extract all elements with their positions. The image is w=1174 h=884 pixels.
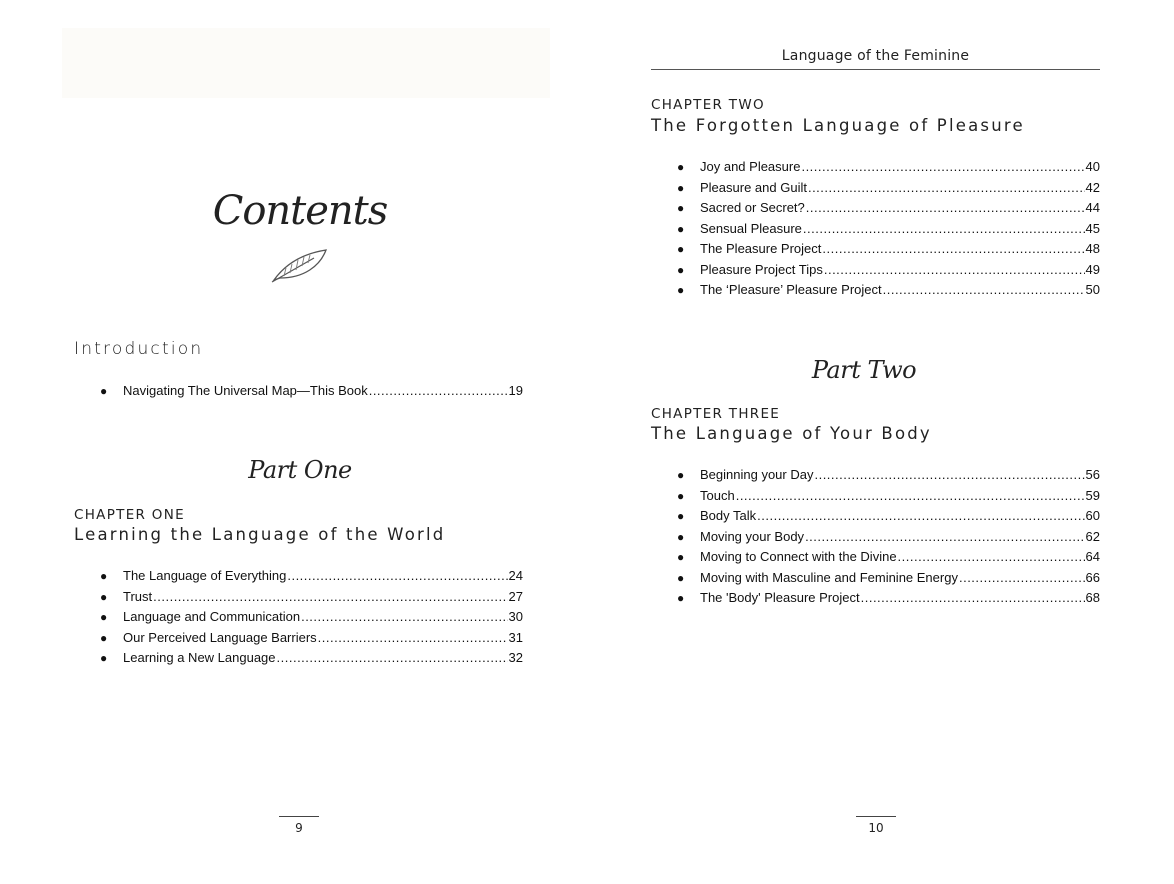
bullet-icon: ● xyxy=(677,509,685,523)
bullet-icon: ● xyxy=(677,550,685,564)
toc-entry[interactable]: ● The ‘Pleasure’ Pleasure Project ..... 50 xyxy=(651,280,1100,301)
page-number-rule xyxy=(856,816,896,817)
page-number: 10 xyxy=(868,821,884,835)
scan-shading xyxy=(62,28,550,98)
bullet-icon: ● xyxy=(100,630,108,645)
bullet-icon: ● xyxy=(100,589,108,604)
toc-entry[interactable]: ● Learning a New Language ..... 32 xyxy=(74,648,523,669)
right-page xyxy=(587,0,1174,884)
dot-leader xyxy=(824,260,1085,281)
dot-leader xyxy=(301,607,507,628)
dot-leader xyxy=(805,527,1084,548)
toc-entry[interactable]: ● Trust ..... 27 xyxy=(74,587,523,608)
toc-entry[interactable]: ● Joy and Pleasure ..... 40 xyxy=(651,157,1100,178)
toc-entry[interactable]: ● Sacred or Secret? ..... 44 xyxy=(651,198,1100,219)
dot-leader xyxy=(898,547,1085,568)
bullet-icon: ● xyxy=(100,384,108,398)
bullet-icon: ● xyxy=(677,283,685,297)
dot-leader xyxy=(814,465,1084,486)
toc-entry[interactable]: ● Moving your Body ..... 62 xyxy=(651,527,1100,548)
chapter-one-list xyxy=(74,566,523,669)
bullet-icon: ● xyxy=(677,180,685,195)
introduction-title: Introduction xyxy=(74,339,204,359)
dot-leader xyxy=(861,588,1085,609)
toc-entry[interactable]: ● Moving with Masculine and Feminine Energy ..... 66 xyxy=(651,568,1100,589)
bullet-icon: ● xyxy=(677,529,685,544)
chapter-three-label: CHAPTER THREE xyxy=(651,406,781,422)
bullet-icon: ● xyxy=(677,262,685,277)
toc-entry[interactable]: ● Navigating The Universal Map—This Book ..... 19 xyxy=(74,381,523,402)
dot-leader xyxy=(318,628,508,649)
bullet-icon: ● xyxy=(677,591,685,605)
chapter-one-label: CHAPTER ONE xyxy=(74,507,185,523)
chapter-three-list xyxy=(651,465,1100,609)
toc-entry[interactable]: ● Touch ..... 59 xyxy=(651,486,1100,507)
chapter-two-title: The Forgotten Language of Pleasure xyxy=(651,116,1025,135)
toc-entry[interactable]: ● The Language of Everything ..... 24 xyxy=(74,566,523,587)
dot-leader xyxy=(369,381,508,402)
leaf-icon xyxy=(270,246,330,284)
bullet-icon: ● xyxy=(100,610,108,624)
bullet-icon: ● xyxy=(677,570,685,585)
dot-leader xyxy=(803,219,1085,240)
bullet-icon: ● xyxy=(677,201,685,215)
chapter-one-title: Learning the Language of the World xyxy=(74,525,446,544)
toc-entry[interactable]: ● Pleasure Project Tips ..... 49 xyxy=(651,260,1100,281)
dot-leader xyxy=(822,239,1084,260)
toc-entry[interactable]: ● Beginning your Day ..... 56 xyxy=(651,465,1100,486)
bullet-icon: ● xyxy=(677,242,685,256)
part-one-title: Part One xyxy=(248,456,352,484)
chapter-two-list xyxy=(651,157,1100,301)
toc-entry[interactable]: ● Our Perceived Language Barriers ..... 31 xyxy=(74,628,523,649)
toc-entry[interactable]: ● Language and Communication ..... 30 xyxy=(74,607,523,628)
introduction-list xyxy=(74,381,523,402)
toc-entry[interactable]: ● Body Talk ..... 60 xyxy=(651,506,1100,527)
dot-leader xyxy=(806,198,1085,219)
bullet-icon: ● xyxy=(677,468,685,482)
header-rule xyxy=(651,69,1100,70)
page-number: 9 xyxy=(295,821,303,835)
chapter-three-title: The Language of Your Body xyxy=(651,424,932,443)
running-head: Language of the Feminine xyxy=(781,48,970,64)
bullet-icon: ● xyxy=(100,651,108,665)
page-number-rule xyxy=(279,816,319,817)
bullet-icon: ● xyxy=(677,221,685,236)
part-two-title: Part Two xyxy=(811,356,917,384)
toc-entry[interactable]: ● Pleasure and Guilt ..... 42 xyxy=(651,178,1100,199)
toc-entry[interactable]: ● The Pleasure Project ..... 48 xyxy=(651,239,1100,260)
contents-title: Contents xyxy=(212,188,388,234)
dot-leader xyxy=(153,587,507,608)
toc-entry[interactable]: ● The 'Body' Pleasure Project ..... 68 xyxy=(651,588,1100,609)
dot-leader xyxy=(757,506,1084,527)
bullet-icon: ● xyxy=(677,160,685,174)
chapter-two-label: CHAPTER TWO xyxy=(651,97,765,113)
dot-leader xyxy=(883,280,1085,301)
toc-entry[interactable]: ● Sensual Pleasure ..... 45 xyxy=(651,219,1100,240)
dot-leader xyxy=(736,486,1085,507)
dot-leader xyxy=(277,648,508,669)
dot-leader xyxy=(959,568,1085,589)
bullet-icon: ● xyxy=(677,488,685,503)
bullet-icon: ● xyxy=(100,569,108,583)
dot-leader xyxy=(808,178,1085,199)
dot-leader xyxy=(287,566,507,587)
toc-entry[interactable]: ● Moving to Connect with the Divine ..... 64 xyxy=(651,547,1100,568)
dot-leader xyxy=(801,157,1084,178)
